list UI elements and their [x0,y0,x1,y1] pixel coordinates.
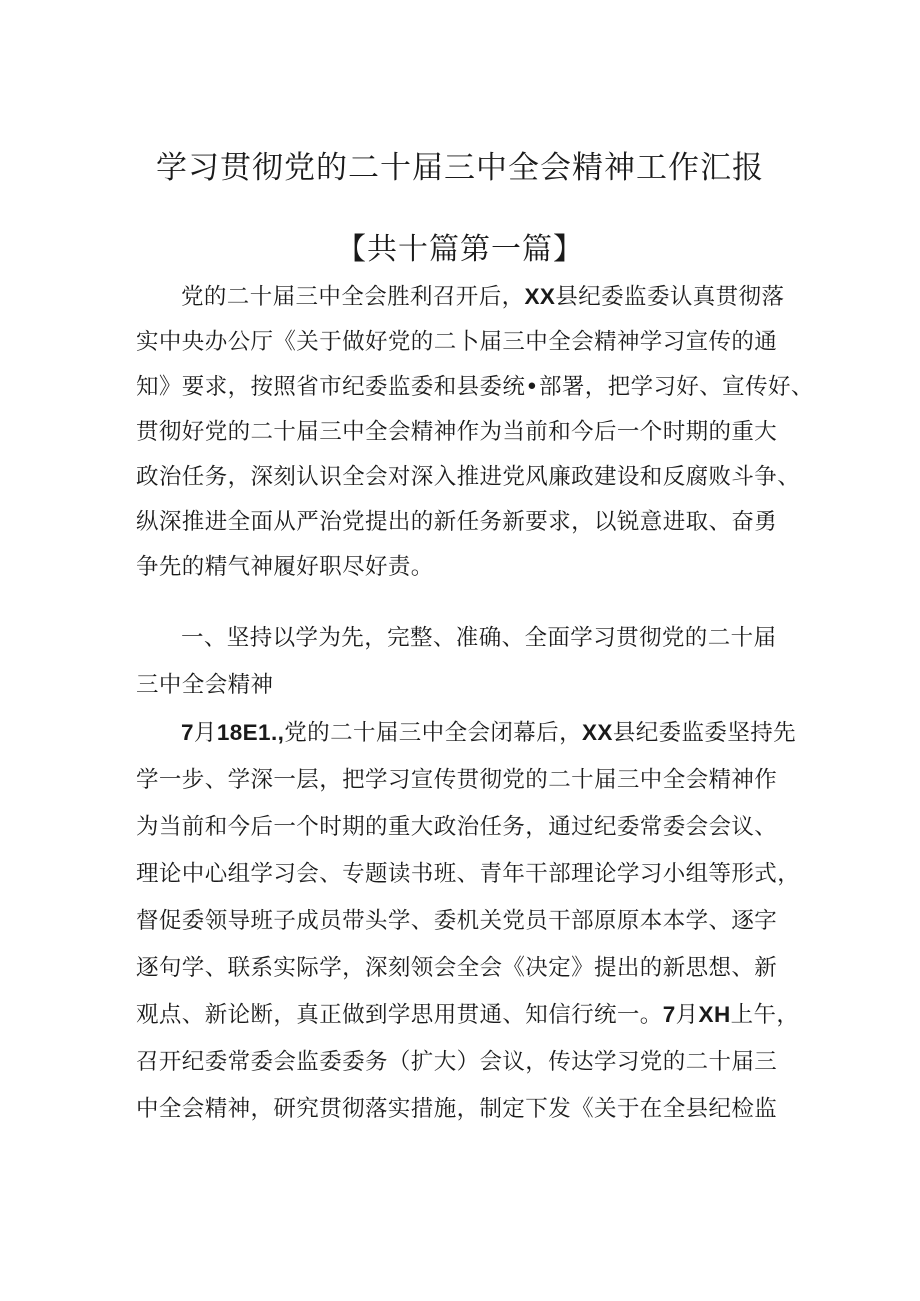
section-heading-1-line-2: 三中全会精神 [136,672,274,698]
paragraph-2-line-4: 理论中心组学习会、专题读书班、青年干部理论学习小组等形式， [136,861,801,887]
paragraph-1-line-4: 贯彻好党的二十届三中全会精神作为当前和今后一个时期的重大 [136,419,778,445]
paragraph-2-line-7: 观点、新论断，真正做到学思用贯通、知信行统一。7月XH上午， [136,1002,800,1028]
paragraph-1-line-5: 政治任务，深刻认识全会对深入推进党风廉政建设和反腐败斗争、 [136,464,801,490]
paragraph-1-line-7: 争先的精气神履好职尽好责。 [136,554,434,580]
paragraph-1-line-3: 知》要求，按照省市纪委监委和县委统•部署，把学习好、宣传好、 [136,374,814,400]
paragraph-2-line-8: 召开纪委常委会监委委务（扩大）会议，传达学习党的二十届三 [136,1049,778,1075]
section-heading-1-line-1: 一、坚持以学为先，完整、准确、全面学习贯彻党的二十届 [181,625,777,651]
paragraph-2-line-5: 督促委领导班子成员带头学、委机关党员干部原原本本学、逐字 [136,908,778,934]
paragraph-2-line-6: 逐句学、联系实际学，深刻领会全会《决定》提出的新思想、新 [136,955,778,981]
document-title: 学习贯彻党的二十届三中全会精神工作汇报 [156,150,764,186]
paragraph-1-line-2: 实中央办公厅《关于做好党的二卜届三中全会精神学习宣传的通 [136,329,778,355]
paragraph-1-line-1: 党的二十届三中全会胜利召开后，XX县纪委监委认真贯彻落 [181,284,785,310]
paragraph-1-line-6: 纵深推进全面从严治党提出的新任务新要求，以锐意进取、奋勇 [136,509,778,535]
paragraph-2-line-3: 为当前和今后一个时期的重大政治任务，通过纪委常委会会议、 [136,814,778,840]
paragraph-2-line-9: 中全会精神，研究贯彻落实措施，制定下发《关于在全县纪检监 [136,1096,778,1122]
paragraph-2-line-1: 7月18E1.,党的二十届三中全会闭幕后，XX县纪委监委坚持先 [181,720,797,746]
document-subtitle: 【共十篇第一篇】 [336,232,584,267]
paragraph-2-line-2: 学一步、学深一层，把学习宣传贯彻党的二十届三中全会精神作 [136,767,778,793]
